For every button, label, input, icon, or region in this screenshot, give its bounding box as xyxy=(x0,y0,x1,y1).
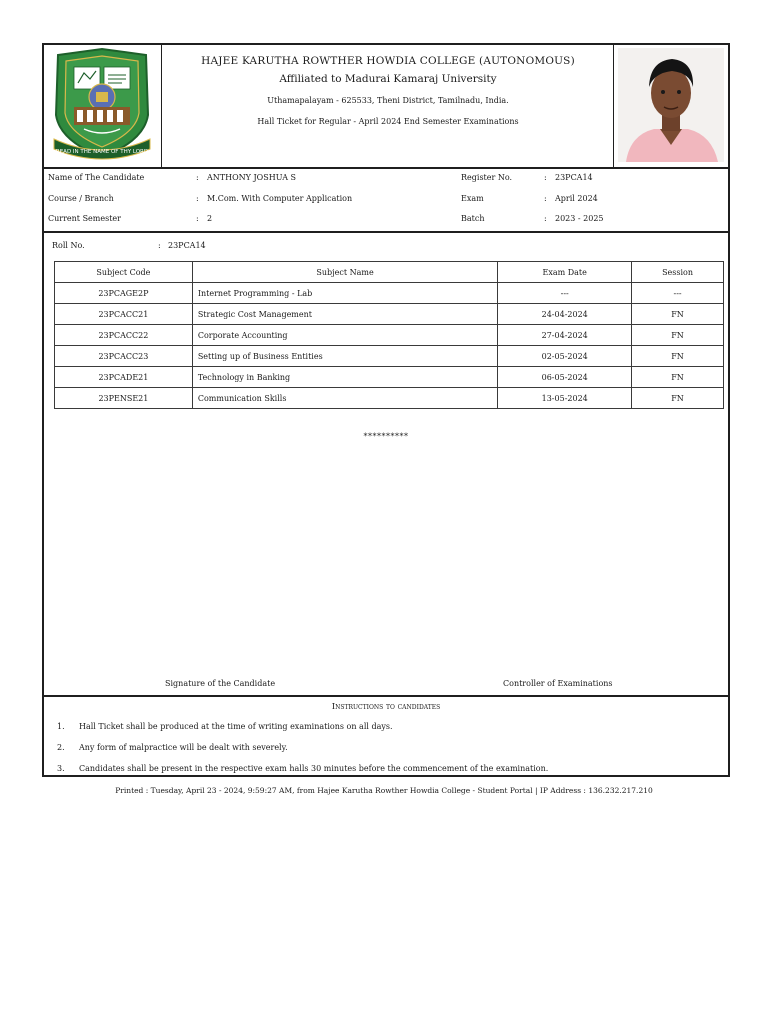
instruction-text: Candidates shall be present in the respective exam halls 30 minutes before the commencement of the examination. xyxy=(79,764,549,773)
header-exam-date: Exam Date xyxy=(498,262,632,283)
subject-code: 23PENSE21 xyxy=(55,388,193,409)
logo-cell xyxy=(44,45,162,167)
college-address: Uthamapalayam - 625533, Theni District, Tamilnadu, India. xyxy=(267,96,509,105)
session: FN xyxy=(632,325,724,346)
semester-value: 2 xyxy=(207,214,213,223)
instruction-number: 1. xyxy=(57,722,65,731)
batch-separator: : xyxy=(544,214,547,223)
batch-label: Batch xyxy=(461,214,485,223)
subject-code: 23PCACC22 xyxy=(55,325,193,346)
subject-name: Corporate Accounting xyxy=(192,325,497,346)
roll-label: Roll No. xyxy=(52,241,85,250)
exam-date: 06-05-2024 xyxy=(498,367,632,388)
svg-text:READ IN THE NAME OF THY LORD: READ IN THE NAME OF THY LORD xyxy=(55,149,149,155)
semester-separator: : xyxy=(196,214,199,223)
semester-label: Current Semester xyxy=(48,214,121,223)
subject-name: Setting up of Business Entities xyxy=(192,346,497,367)
exam-date: 24-04-2024 xyxy=(498,304,632,325)
table-row xyxy=(55,367,724,388)
college-logo xyxy=(44,45,161,167)
subjects-table xyxy=(54,261,724,409)
subject-code: 23PCADE21 xyxy=(55,367,193,388)
college-name: HAJEE KARUTHA ROWTHER HOWDIA COLLEGE (AUTONOMOUS) xyxy=(201,55,575,67)
course-label: Course / Branch xyxy=(48,194,114,203)
affiliation: Affiliated to Madurai Kamaraj University xyxy=(279,73,497,85)
candidate-info xyxy=(44,167,728,233)
course-separator: : xyxy=(196,194,199,203)
name-label: Name of The Candidate xyxy=(48,173,145,182)
printed-footer: Printed : Tuesday, April 23 - 2024, 9:59:27 AM, from Hajee Karutha Rowther Howdia College - Student Portal | IP Address : 136.232.217.210 xyxy=(115,786,653,795)
subject-name: Internet Programming - Lab xyxy=(192,283,497,304)
roll-separator: : xyxy=(158,241,161,250)
ticket-header xyxy=(44,45,728,169)
exam-value: April 2024 xyxy=(555,194,598,203)
hall-ticket xyxy=(42,43,730,777)
subject-name: Strategic Cost Management xyxy=(192,304,497,325)
exam-date: 13-05-2024 xyxy=(498,388,632,409)
exam-date: 27-04-2024 xyxy=(498,325,632,346)
photo-cell xyxy=(613,45,728,167)
instruction-text: Any form of malpractice will be dealt with severely. xyxy=(79,743,288,752)
table-row xyxy=(55,346,724,367)
candidate-signature-label: Signature of the Candidate xyxy=(165,679,276,688)
exam-separator: : xyxy=(544,194,547,203)
session: FN xyxy=(632,304,724,325)
candidate-name: ANTHONY JOSHUA S xyxy=(207,173,296,182)
instruction-number: 2. xyxy=(57,743,65,752)
exam-date: --- xyxy=(498,283,632,304)
subject-code: 23PCACC23 xyxy=(55,346,193,367)
table-row xyxy=(55,304,724,325)
table-row xyxy=(55,325,724,346)
header-subject-code: Subject Code xyxy=(55,262,193,283)
roll-number: 23PCA14 xyxy=(168,241,206,250)
register-label: Register No. xyxy=(461,173,513,182)
instructions-title: Instructions to candidates xyxy=(331,702,441,712)
exam-date: 02-05-2024 xyxy=(498,346,632,367)
ticket-title: Hall Ticket for Regular - April 2024 End Semester Examinations xyxy=(257,117,519,126)
course-value: M.Com. With Computer Application xyxy=(207,194,353,203)
subject-name: Communication Skills xyxy=(192,388,497,409)
instructions-section xyxy=(44,695,728,777)
header-title-block xyxy=(162,45,614,167)
register-number: 23PCA14 xyxy=(555,173,593,182)
instruction-number: 3. xyxy=(57,764,65,773)
table-row xyxy=(55,283,724,304)
table-row xyxy=(55,388,724,409)
session: --- xyxy=(632,283,724,304)
controller-signature-label: Controller of Examinations xyxy=(503,679,613,688)
exam-label: Exam xyxy=(461,194,484,203)
batch-value: 2023 - 2025 xyxy=(555,214,604,223)
end-of-list-marker: ********** xyxy=(363,432,409,441)
header-session: Session xyxy=(632,262,724,283)
header-subject-name: Subject Name xyxy=(192,262,497,283)
session: FN xyxy=(632,367,724,388)
session: FN xyxy=(632,346,724,367)
subject-name: Technology in Banking xyxy=(192,367,497,388)
instruction-text: Hall Ticket shall be produced at the time of writing examinations on all days. xyxy=(79,722,393,731)
subject-code: 23PCACC21 xyxy=(55,304,193,325)
table-header-row xyxy=(55,262,724,283)
session: FN xyxy=(632,388,724,409)
name-separator: : xyxy=(196,173,199,182)
candidate-photo xyxy=(614,45,728,167)
register-separator: : xyxy=(544,173,547,182)
subject-code: 23PCAGE2P xyxy=(55,283,193,304)
